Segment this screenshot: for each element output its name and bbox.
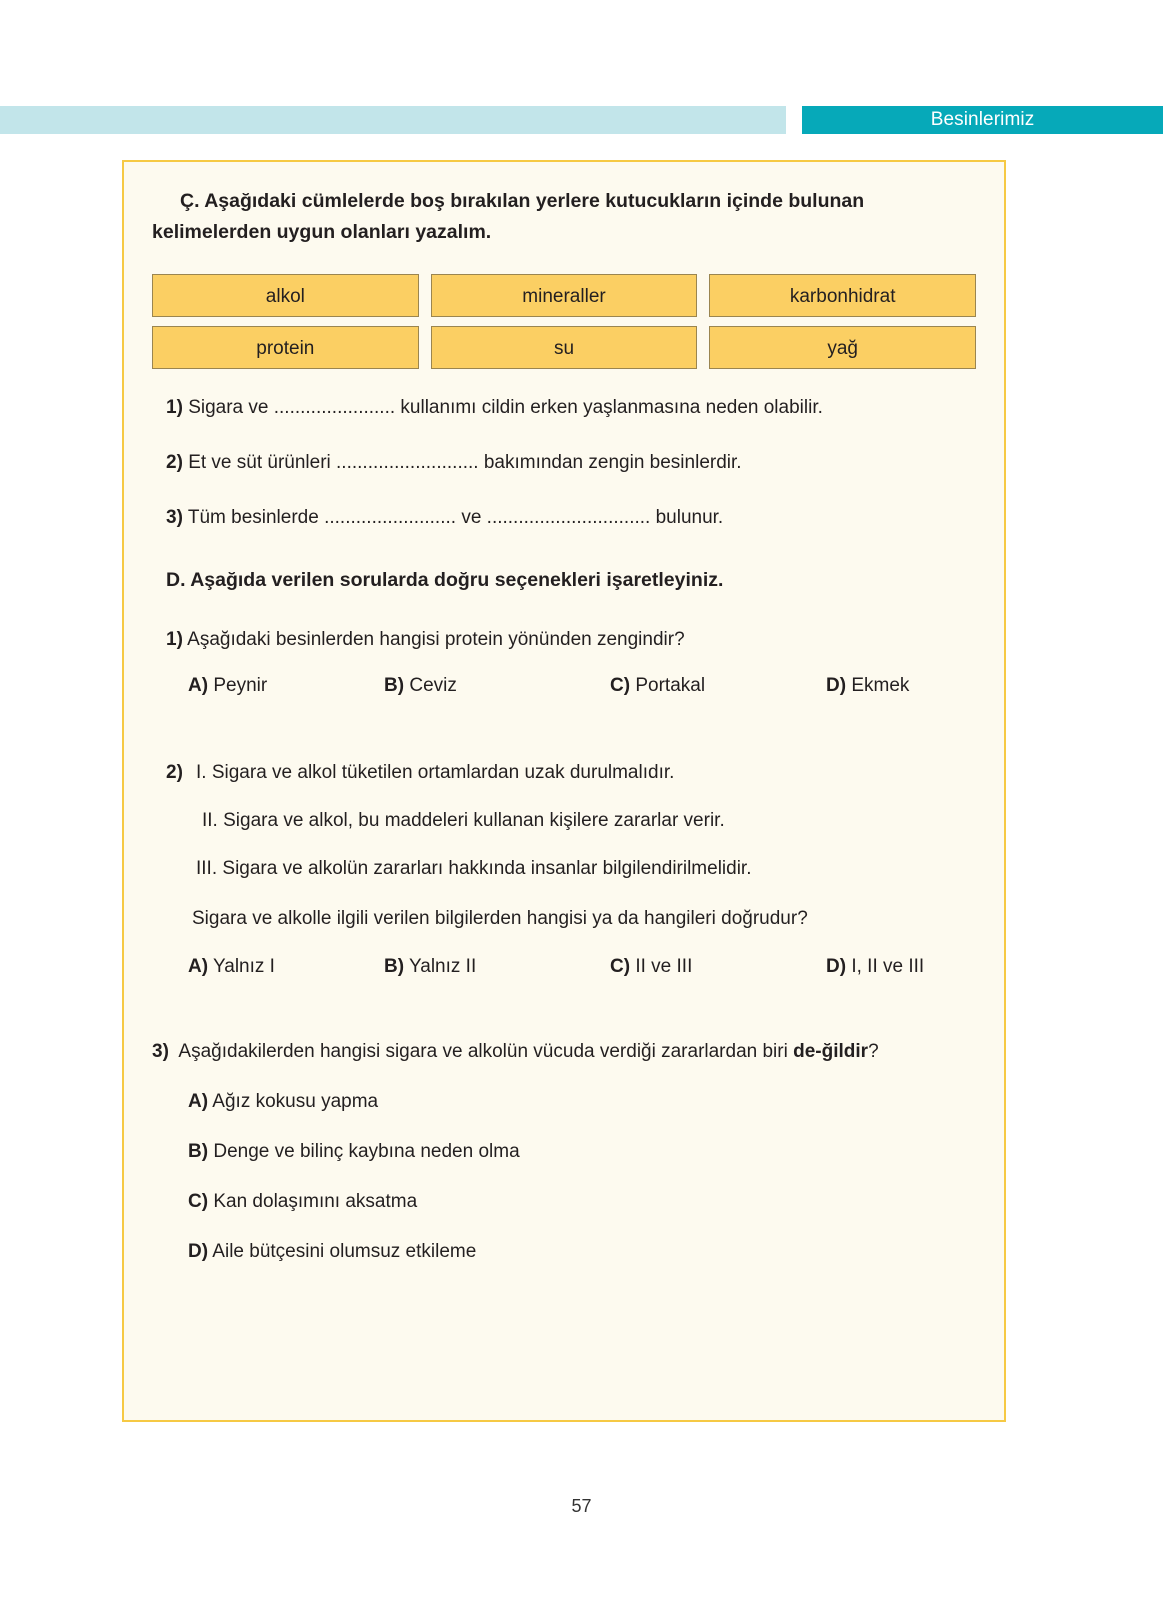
blank-sentence-3-text: Tüm besinlerde ......................... ve ............................... bulunur. <box>187 507 724 528</box>
word-box-su[interactable]: su <box>431 326 698 369</box>
word-box-mineraller[interactable]: mineraller <box>431 274 698 317</box>
question-2-number: 2) <box>166 762 183 783</box>
question-3-stem-part2: ? <box>868 1041 879 1062</box>
question-3-option-a[interactable] <box>188 1091 976 1113</box>
blank-sentence-1-text: Sigara ve ....................... kullanımı cildin erken yaşlanmasına neden olabilir. <box>188 397 823 418</box>
question-2-statements <box>196 759 752 903</box>
option-text-d: I, II ve III <box>851 956 925 977</box>
blank-sentence-2-text: Et ve süt ürünleri ........................... bakımından zengin besinlerdir. <box>188 452 742 473</box>
section-d-instruction: D. Aşağıda verilen sorularda doğru seçenekleri işaretleyiniz. <box>166 569 724 591</box>
blank-sentence-3[interactable] <box>166 505 976 531</box>
question-3-stem-bold2: ğildir <box>821 1041 869 1062</box>
word-box-alkol[interactable]: alkol <box>152 274 419 317</box>
option-text-d: Aile bütçesini olumsuz etkileme <box>212 1241 477 1262</box>
question-1-option-b[interactable] <box>384 675 610 697</box>
question-2-statement-3: III. Sigara ve alkolün zararları hakkında insanlar bilgilendirilmelidir. <box>196 858 752 879</box>
option-letter-d: D) <box>826 956 847 977</box>
question-1-option-d[interactable] <box>826 675 909 697</box>
question-1-stem: Aşağıdaki besinlerden hangisi protein yönünden zengindir? <box>187 629 685 650</box>
option-text-d: Ekmek <box>851 675 910 696</box>
question-2-option-c[interactable] <box>610 956 826 978</box>
option-letter-b: B) <box>384 675 405 696</box>
question-3-line <box>152 1041 879 1062</box>
question-1 <box>152 626 976 653</box>
question-3-option-b[interactable] <box>188 1141 976 1163</box>
question-2-option-a[interactable] <box>166 956 384 978</box>
question-3-option-d[interactable] <box>188 1241 976 1263</box>
blank-sentence-2-number: 2) <box>166 452 183 473</box>
section-c-instruction: Ç. Aşağıdaki cümlelerde boş bırakılan yerlere kutucukların içinde bulunan kelimelerden uygun olanları yazalım. <box>152 190 865 243</box>
option-letter-b: B) <box>384 956 405 977</box>
option-letter-c: C) <box>188 1191 209 1212</box>
worksheet-content-box <box>122 160 1006 1422</box>
question-3-stem-part1: Aşağıdakilerden hangisi sigara ve alkolün vücuda verdiği zararlardan biri <box>178 1041 794 1062</box>
question-2 <box>152 759 976 932</box>
option-letter-d: D) <box>826 675 847 696</box>
question-3-options <box>152 1091 976 1263</box>
question-2-statement-1: I. Sigara ve alkol tüketilen ortamlardan uzak durulmalıdır. <box>196 762 675 783</box>
option-text-c: Kan dolaşımını aksatma <box>213 1191 418 1212</box>
option-letter-a: A) <box>188 956 209 977</box>
chapter-title: Besinlerimiz <box>930 109 1035 130</box>
question-3-stem-bold1: de- <box>793 1041 822 1062</box>
option-text-c: II ve III <box>635 956 693 977</box>
option-text-c: Portakal <box>635 675 706 696</box>
option-text-b: Ceviz <box>409 675 457 696</box>
blank-sentence-1[interactable] <box>166 395 976 421</box>
word-bank-row <box>152 274 976 317</box>
question-2-stem: Sigara ve alkolle ilgili verilen bilgilerden hangisi ya da hangileri doğrudur? <box>192 908 808 929</box>
question-3-number: 3) <box>152 1041 169 1062</box>
option-letter-a: A) <box>188 1091 209 1112</box>
option-text-b: Yalnız II <box>409 956 477 977</box>
option-letter-b: B) <box>188 1141 209 1162</box>
option-letter-a: A) <box>188 675 209 696</box>
blank-sentence-2[interactable] <box>166 450 976 476</box>
option-letter-c: C) <box>610 956 631 977</box>
question-2-statement-2: II. Sigara ve alkol, bu maddeleri kullanan kişilere zararlar verir. <box>202 810 725 831</box>
question-1-option-c[interactable] <box>610 675 826 697</box>
question-3-option-c[interactable] <box>188 1191 976 1213</box>
option-text-b: Denge ve bilinç kaybına neden olma <box>213 1141 520 1162</box>
word-bank <box>152 274 976 369</box>
fill-in-blank-list <box>152 395 976 531</box>
option-letter-d: D) <box>188 1241 209 1262</box>
option-letter-c: C) <box>610 675 631 696</box>
page-number: 57 <box>571 1496 592 1516</box>
option-text-a: Peynir <box>213 675 268 696</box>
blank-sentence-3-number: 3) <box>166 507 183 528</box>
question-2-head <box>166 759 976 903</box>
option-text-a: Ağız kokusu yapma <box>212 1091 379 1112</box>
question-1-option-a[interactable] <box>166 675 384 697</box>
question-1-number: 1) <box>166 629 183 650</box>
header-band-light <box>0 106 786 134</box>
word-box-protein[interactable]: protein <box>152 326 419 369</box>
option-text-a: Yalnız I <box>213 956 275 977</box>
word-bank-row <box>152 326 976 369</box>
blank-sentence-1-number: 1) <box>166 397 183 418</box>
question-2-option-b[interactable] <box>384 956 610 978</box>
question-3 <box>152 1036 976 1067</box>
page-header-band <box>0 106 1163 134</box>
word-box-yag[interactable]: yağ <box>709 326 976 369</box>
question-2-option-d[interactable] <box>826 956 924 978</box>
question-1-options <box>152 675 976 697</box>
word-box-karbonhidrat[interactable]: karbonhidrat <box>709 274 976 317</box>
question-2-options <box>152 956 976 978</box>
